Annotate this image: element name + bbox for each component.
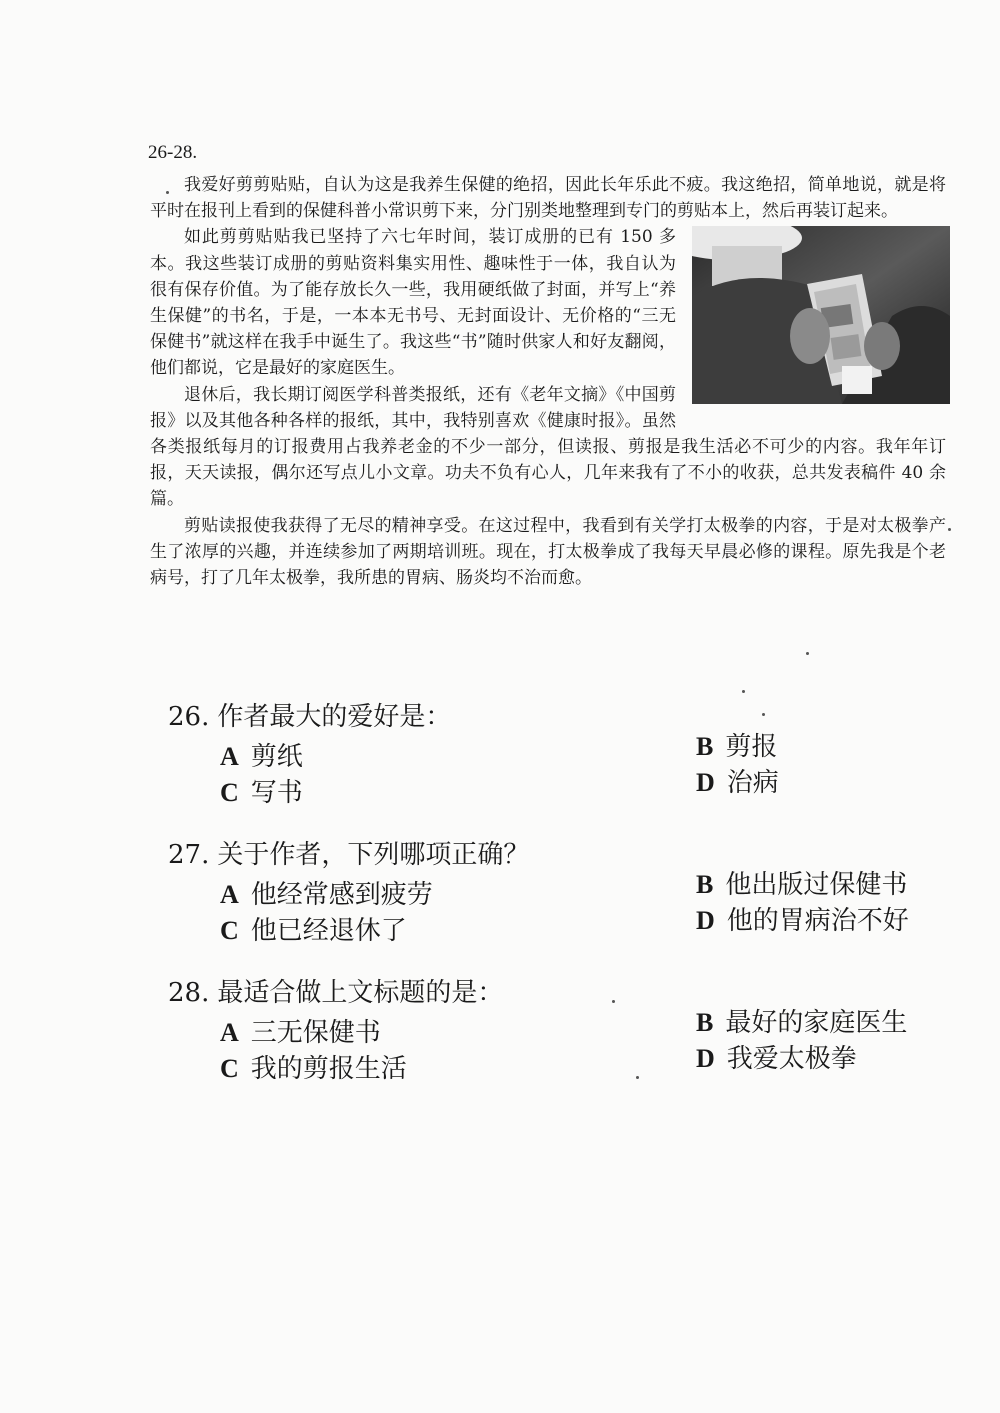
option-text: 我的剪报生活 [250,1054,407,1084]
option-text: 他已经退休了 [250,916,407,946]
question-stem [168,972,503,1009]
option-text: 他的胃病治不好 [726,906,909,936]
option-text: 治病 [726,768,779,798]
scan-speck [636,1076,639,1079]
option-letter: B [696,732,714,761]
question-number: 28. [168,978,210,1008]
option-c[interactable] [220,1048,407,1085]
scan-speck [612,1000,615,1003]
scan-speck [948,528,951,531]
passage-paragraph-3: 退休后，我长期订阅医学科普类报纸，还有《老年文摘》《中国剪报》以及其他各种各样的报纸，其中，我特别喜欢《健康时报》。虽然各类报纸每月的订报费用占我养老金的不少一部分，但读报、剪报是我生活必不可少的内容。我年年订报，天天读报，偶尔还写点儿小文章。功夫不负有心人，几年来我有了不小的收获，总共发表稿件 40 余篇。 [150,384,946,510]
question-stem [168,834,529,871]
option-b[interactable] [696,864,907,901]
option-d[interactable] [696,900,909,937]
question-stem [168,696,451,733]
option-d[interactable] [696,762,779,799]
scan-speck [806,652,809,655]
scan-speck [762,713,765,716]
option-text: 三无保健书 [250,1018,381,1048]
option-letter: C [220,1054,239,1083]
option-letter: A [220,742,239,771]
option-letter: D [696,1044,715,1073]
question-range-label: 26-28. [148,142,198,163]
option-text: 他出版过保健书 [725,870,908,900]
option-b[interactable] [696,1002,907,1039]
option-letter: D [696,768,715,797]
option-letter: D [696,906,715,935]
scan-speck [166,191,169,194]
option-a[interactable] [220,1012,381,1049]
reading-passage [150,172,946,591]
option-letter: A [220,1018,239,1047]
question-28 [168,972,958,1110]
question-number: 27. [168,840,210,870]
passage-paragraph-2: 如此剪剪贴贴我已坚持了六七年时间，装订成册的已有 150 多本。我这些装订成册的剪贴资料集实用性、趣味性于一体，我自认为很有保存价值。为了能存放长久一些，我用硬纸做了封面，并写上“养生保健”的书名，于是，一本本无书号、无封面设计、无价格的“三无保健书”就这样在我手中诞生了。我这些“书”随时供家人和好友翻阅，他们都说，它是最好的家庭医生。 [150,227,676,379]
option-text: 我爱太极拳 [726,1044,857,1074]
option-letter: A [220,880,239,909]
option-c[interactable] [220,910,407,947]
option-text: 他经常感到疲劳 [250,880,433,910]
option-letter: C [220,778,239,807]
question-26 [168,696,958,834]
option-a[interactable] [220,874,433,911]
option-c[interactable] [220,772,303,809]
option-text: 剪纸 [250,742,303,772]
passage-paragraph-4: 剪贴读报使我获得了无尽的精神享受。在这过程中，我看到有关学打太极拳的内容，于是对太极拳产生了浓厚的兴趣，并连续参加了两期培训班。现在，打太极拳成了我每天早晨必修的课程。原先我是个老病号，打了几年太极拳，我所患的胃病、肠炎均不治而愈。 [150,515,946,589]
option-text: 写书 [250,778,303,808]
option-text: 最好的家庭医生 [725,1008,908,1038]
option-text: 剪报 [725,732,778,762]
option-b[interactable] [696,726,777,763]
passage-paragraph-1: 我爱好剪剪贴贴，自认为这是我养生保健的绝招，因此长年乐此不疲。我这绝招，简单地说，就是将平时在报刊上看到的保健科普小常识剪下来，分门别类地整理到专门的剪贴本上，然后再装订起来。 [150,175,946,222]
question-list [168,696,958,1110]
question-text: 作者最大的爱好是： [217,702,452,732]
question-text: 关于作者，下列哪项正确？ [217,840,530,870]
option-a[interactable] [220,736,303,773]
question-number: 26. [168,702,210,732]
question-27 [168,834,958,972]
man-reading-newspaper-image [692,226,950,404]
scan-speck [742,690,745,693]
option-letter: B [696,870,714,899]
question-text: 最适合做上文标题的是： [217,978,504,1008]
passage-photo [692,226,950,404]
option-letter: B [696,1008,714,1037]
option-d[interactable] [696,1038,857,1075]
option-letter: C [220,916,239,945]
